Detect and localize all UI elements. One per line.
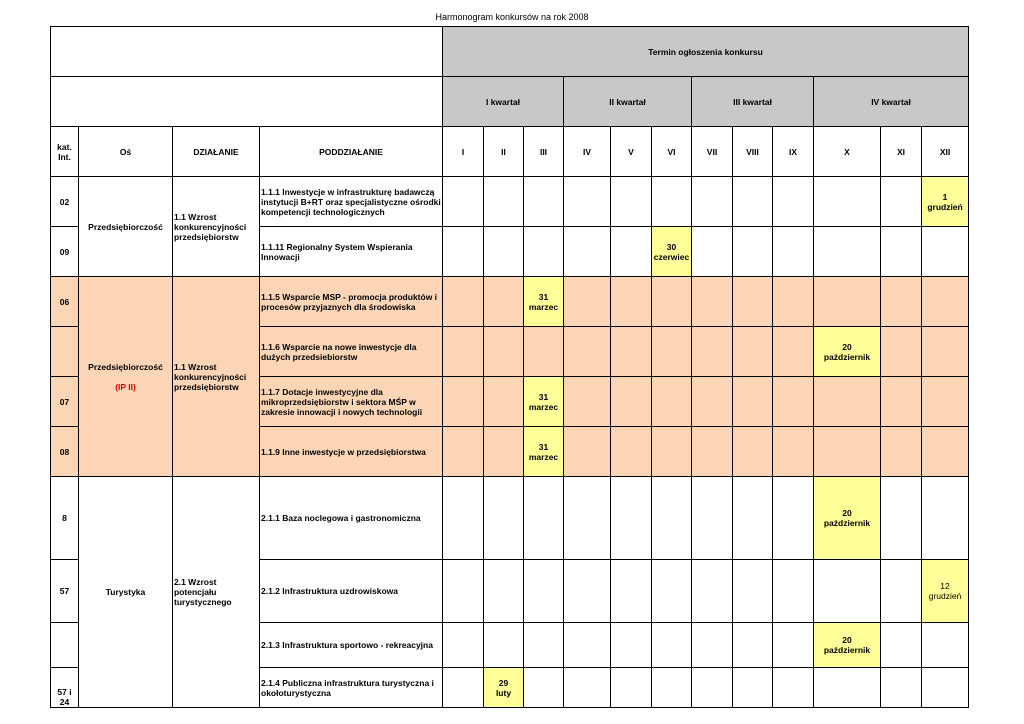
- date-day: 31: [538, 291, 549, 302]
- date-month: październik: [823, 645, 871, 655]
- poddzialanie-cell: 2.1.2 Infrastruktura uzdrowiskowa: [260, 560, 443, 623]
- dzialanie-header: DZIAŁANIE: [173, 127, 260, 177]
- kat-cell: 07: [51, 377, 79, 427]
- date-day: 20: [842, 508, 852, 518]
- table-row: [51, 177, 969, 227]
- month-header: XII: [922, 127, 969, 177]
- kat-cell: [51, 623, 79, 668]
- quarter-1-header: I kwartał: [443, 77, 564, 127]
- kat-cell: 06: [51, 277, 79, 327]
- date-month: marzec: [528, 401, 559, 412]
- month-header: XI: [881, 127, 922, 177]
- date-cell: [922, 560, 969, 623]
- poddzialanie-cell: 1.1.1 Inwestycje w infrastrukturę badawczą instytucji B+RT oraz specjalistyczne ośrodki kompetencji technologicznych: [260, 177, 443, 227]
- date-month: grudzień: [928, 591, 962, 601]
- poddzialanie-cell: 2.1.4 Publiczna infrastruktura turystyczna i okołoturystyczna: [260, 668, 443, 708]
- poddzialanie-cell: 1.1.11 Regionalny System Wspierania Innowacji: [260, 227, 443, 277]
- month-header: I: [443, 127, 484, 177]
- header-blank-cell: [51, 27, 443, 77]
- date-cell: [814, 327, 881, 377]
- kat-cell: 02: [51, 177, 79, 227]
- date-cell: [524, 377, 564, 427]
- poddzialanie-cell: 1.1.6 Wsparcie na nowe inwestycje dla dużych przedsiebiorstw: [260, 327, 443, 377]
- date-day: 30: [666, 241, 677, 252]
- date-cell: [524, 427, 564, 477]
- os-note: (IP II): [115, 381, 136, 392]
- date-cell: [922, 177, 969, 227]
- month-header: VI: [652, 127, 692, 177]
- quarter-2-header: II kwartał: [564, 77, 692, 127]
- page-title: Harmonogram konkursów na rok 2008: [435, 12, 589, 22]
- table-row: [51, 277, 969, 327]
- quarter-4-header: IV kwartał: [814, 77, 969, 127]
- date-month: marzec: [528, 451, 559, 462]
- date-month: czerwiec: [653, 251, 690, 262]
- poddzialanie-header: PODDZIAŁANIE: [260, 127, 443, 177]
- month-header: II: [484, 127, 524, 177]
- kat-cell: 09: [51, 227, 79, 277]
- date-cell: [652, 227, 692, 277]
- kat-cell: [51, 327, 79, 377]
- month-header: VII: [692, 127, 733, 177]
- date-cell: [814, 623, 881, 668]
- kat-cell: 8: [51, 477, 79, 560]
- poddzialanie-cell: 1.1.9 Inne inwestycje w przedsiębiorstwa: [260, 427, 443, 477]
- month-header: IX: [773, 127, 814, 177]
- dzialanie-cell: [173, 277, 260, 477]
- date-month: październik: [823, 518, 871, 528]
- month-header: V: [611, 127, 652, 177]
- date-cell: [814, 477, 881, 560]
- date-day: 20: [842, 341, 852, 352]
- poddzialanie-cell: 2.1.3 Infrastruktura sportowo - rekreacyjna: [260, 623, 443, 668]
- poddzialanie-cell: 1.1.7 Dotacje inwestycyjne dla mikroprzedsiębiorstw i sektora MŚP w zakresie innowacji i nowych technologii: [260, 377, 443, 427]
- date-month: luty: [495, 687, 512, 698]
- dzialanie-cell: [173, 477, 260, 708]
- kat-header: kat. Int.: [51, 127, 79, 177]
- os-header: Oś: [79, 127, 173, 177]
- date-day: 12: [940, 581, 950, 591]
- poddzialanie-cell: 1.1.5 Wsparcie MSP - promocja produktów i procesów przyjaznych dla środowiska: [260, 277, 443, 327]
- date-day: 29: [498, 677, 509, 688]
- month-header: III: [524, 127, 564, 177]
- os-cell: Turystyka: [79, 477, 173, 708]
- month-header: VIII: [733, 127, 773, 177]
- table-row: [51, 477, 969, 560]
- date-day: 1: [942, 191, 948, 202]
- kat-cell: 08: [51, 427, 79, 477]
- kat-cell: 57: [51, 560, 79, 623]
- header-blank-cell-2: [51, 77, 443, 127]
- month-header: IV: [564, 127, 611, 177]
- date-day: 31: [538, 441, 549, 452]
- month-header: X: [814, 127, 881, 177]
- date-month: grudzień: [927, 201, 963, 212]
- date-month: marzec: [528, 301, 559, 312]
- poddzialanie-cell: 2.1.1 Baza noclegowa i gastronomiczna: [260, 477, 443, 560]
- date-day: 20: [842, 635, 852, 645]
- date-day: 31: [538, 391, 549, 402]
- os-text: Przedsiębiorczość: [88, 361, 163, 372]
- quarter-3-header: III kwartał: [692, 77, 814, 127]
- dzialanie-text: 2.1 Wzrost potencjału turystycznego: [174, 577, 232, 607]
- date-cell: [524, 277, 564, 327]
- date-cell: [484, 668, 524, 708]
- dzialanie-text: 1.1 Wzrost konkurencyjności przedsiębiorstw: [174, 211, 247, 242]
- dzialanie-cell: [173, 177, 260, 277]
- schedule-table: [50, 26, 969, 708]
- os-cell: Przedsiębiorczość: [79, 177, 173, 277]
- termin-header: Termin ogłoszenia konkursu: [443, 27, 969, 77]
- dzialanie-text: 1.1 Wzrost konkurencyjności przedsiębiorstw: [174, 361, 247, 392]
- os-cell: [79, 277, 173, 477]
- kat-cell: 57 i 24: [51, 668, 79, 708]
- date-month: październik: [823, 351, 871, 362]
